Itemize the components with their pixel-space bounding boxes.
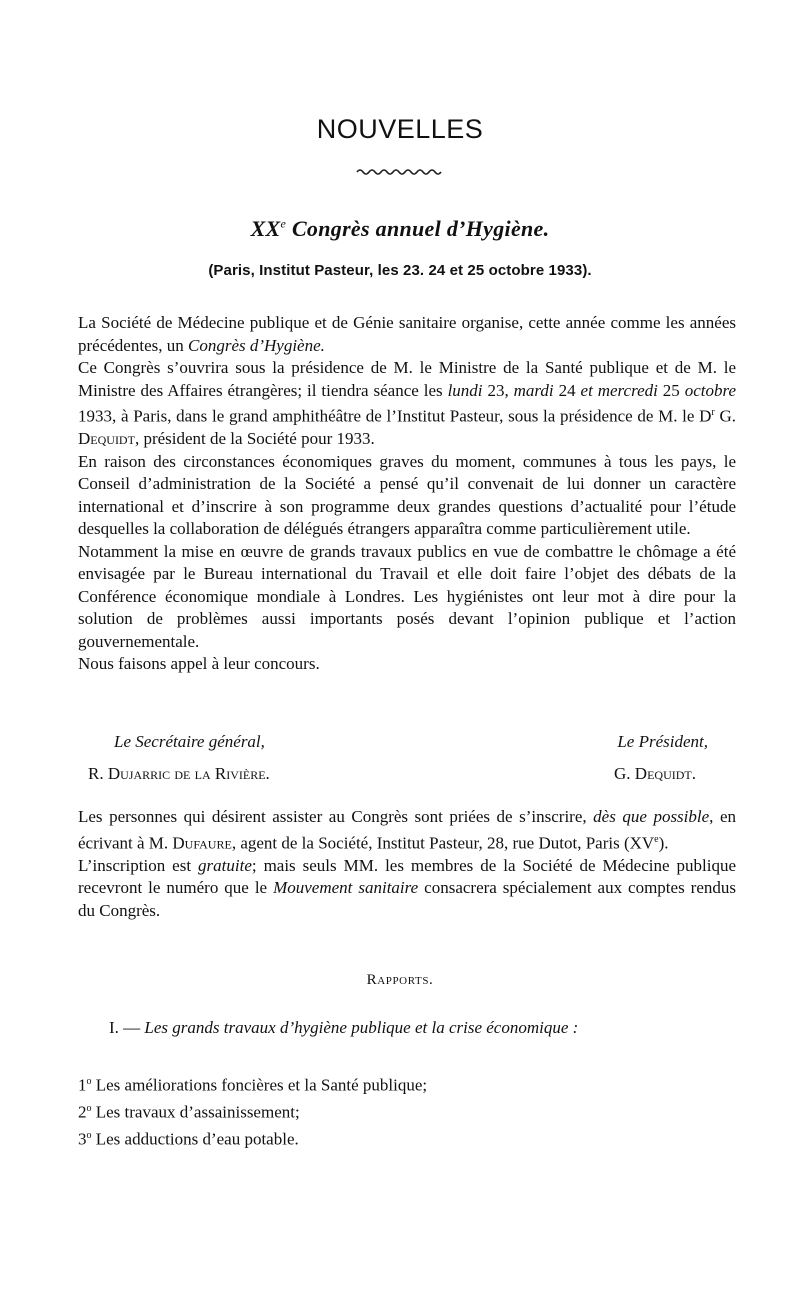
paragraph [78,806,736,855]
intro-text [78,312,736,676]
text-run: , agent de la Société, Institut Pasteur, 28, rue Dutot, Paris (XV [231,833,655,853]
text-run: Les personnes qui désirent assister au Congrès sont priées de s’inscrire, [78,807,594,826]
list-item [78,1124,427,1151]
secretary-name: R. Dujarric de la Rivière. [88,764,270,783]
text-run-sup: r [711,407,715,418]
text-run-italic: Congrès d’Hygiène. [187,335,325,355]
item-text: Les travaux d’assainissement; [91,1102,300,1122]
section-title [0,216,800,242]
paragraph [78,855,736,923]
paragraph: Notamment la mise en œuvre de grands travaux publics en vue de combattre le chômage a été envisagée par le Bureau international du Travail et elle doit faire l’objet des débats de la Conférence économique mondiale à Londres. Les hygiénistes ont leur mot à dire pour la solution de problèmes aussi importants posés devant l’opinion publique et l’action gouvernementale. [78,541,736,651]
text-run: consacrera spécialement aux comptes rendus du Congrès. [78,878,736,920]
item-number: 2 [78,1102,87,1122]
item-number-sup: o [86,1103,92,1115]
report-items [78,1070,427,1151]
text-run: 1933, à Paris, dans le grand amphithéâtre de l’Institut Pasteur, sous la présidence de M. le D [78,406,712,426]
paragraph [78,312,736,357]
item-number-sup: o [86,1076,92,1087]
text-run: 24 [553,380,581,400]
rapports-heading: Rapports. [366,972,434,988]
title-rest: Congrès annuel d’Hygiène. [286,216,550,241]
text-run-italic: octobre [684,380,737,400]
item-number: 3 [78,1129,87,1149]
paragraph [78,357,736,451]
text-run-smallcaps: Dequidt [78,429,135,449]
text-run-italic: et mercredi [580,380,658,400]
list-item [78,1097,427,1124]
text-run-italic: Mouvement sanitaire [273,878,419,898]
item-text: Les améliorations foncières et la Santé publique; [91,1075,428,1095]
item-text: Les adductions d’eau potable. [91,1129,299,1149]
text-run: ; mais seuls MM. les membres de la Société de Médecine publique recevront le numéro que le [78,855,736,898]
text-run: 23, [482,380,514,400]
president-name: G. Dequidt. [614,764,696,783]
report-number: I. — [109,1018,145,1037]
item-number-sup: o [86,1130,92,1142]
text-run: , président de la Société pour 1933. [134,429,375,449]
paragraph: Nous faisons appel à leur concours. [78,654,320,674]
section-subtitle: (Paris, Institut Pasteur, les 23. 24 et 25 octobre 1933). [208,262,592,279]
text-run-italic: gratuite [198,855,252,875]
report-title [109,1018,578,1038]
registration-text [78,806,736,922]
title-roman: XX [250,216,281,241]
wavy-rule-icon [0,166,800,180]
text-run-sup: e [654,833,659,845]
text-run-italic: dès que possible [593,807,710,826]
text-run: L’inscription est [78,855,199,875]
report-title-text: Les grands travaux d’hygiène publique et la crise économique : [144,1018,579,1037]
text-run: Ce Congrès s’ouvrira sous la présidence de M. le Ministre de la Santé publique et de M. le Ministre des Affaires étrangères; il tiendra séance les [78,358,736,400]
text-run: , en écrivant à M. [78,807,737,853]
item-number: 1 [78,1075,87,1095]
title-sup: e [280,216,287,231]
text-run: La Société de Médecine publique et de Génie sanitaire organise, cette année comme les années précédentes, un [78,313,736,355]
text-run: G. [714,406,736,426]
list-item [78,1070,427,1097]
secretary-role: Le Secrétaire général, [114,732,265,751]
text-run: 25 [657,380,685,400]
text-run-italic: mardi [513,380,554,400]
president-role: Le Président, [617,732,708,751]
text-run-smallcaps: Dufaure [172,833,232,853]
paragraph: En raison des circonstances économiques graves du moment, communes à tous les pays, le Conseil d’administration de la Société a pensé qu’il convenait de lui donner un caractère international et d’inscrire à son programme deux grandes questions d’actualité pour l’étude desquelles la collaboration de délégués étrangers apparaîtra comme particulièrement utile. [78,451,736,539]
page-title: NOUVELLES [316,114,484,144]
text-run-italic: lundi [447,380,483,400]
text-run: ). [658,833,669,853]
